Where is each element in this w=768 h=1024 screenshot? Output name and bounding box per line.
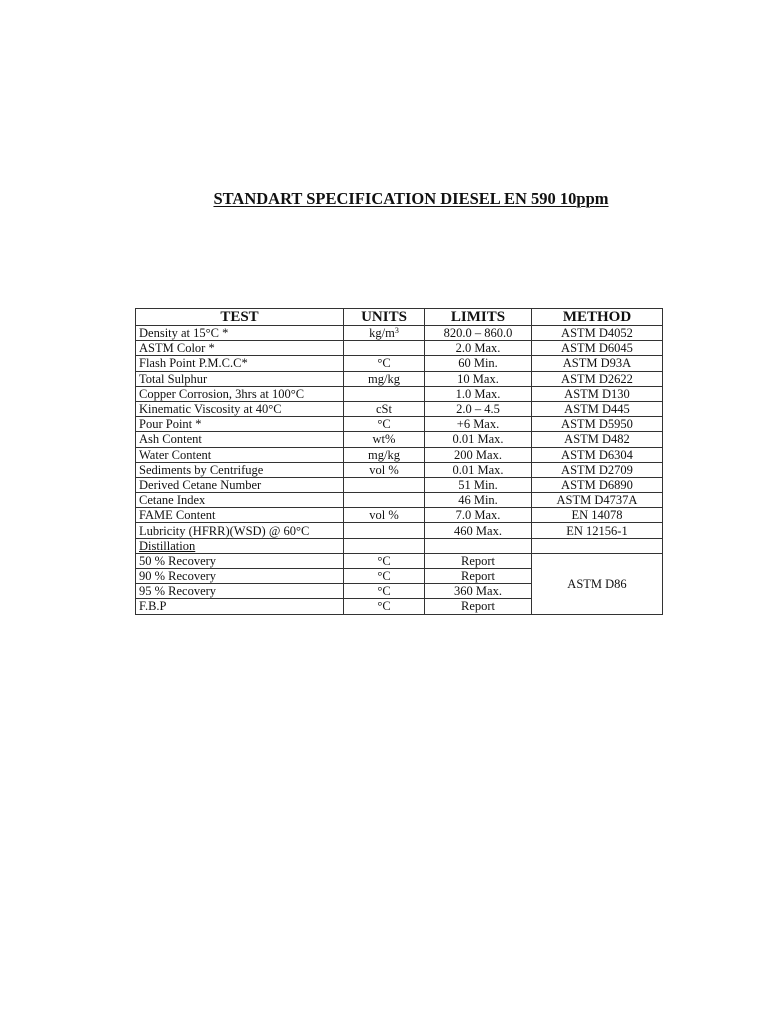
test-cell: Sediments by Centrifuge <box>136 462 344 477</box>
table-row <box>136 417 663 432</box>
table-row <box>136 508 663 523</box>
limits-cell: 360 Max. <box>425 584 532 599</box>
units-base: kg/m <box>369 326 395 341</box>
test-cell: 95 % Recovery <box>136 584 344 599</box>
test-cell: Flash Point P.M.C.C* <box>136 356 344 371</box>
test-cell: Lubricity (HFRR)(WSD) @ 60°C <box>136 523 344 538</box>
limits-cell: 1.0 Max. <box>425 386 532 401</box>
limits-cell <box>425 538 532 553</box>
limits-cell: Report <box>425 599 532 614</box>
table-row <box>136 371 663 386</box>
units-cell <box>344 477 425 492</box>
table-row <box>136 553 663 568</box>
test-cell: F.B.P <box>136 599 344 614</box>
method-cell: ASTM D2622 <box>532 371 663 386</box>
method-cell: EN 12156-1 <box>532 523 663 538</box>
limits-cell: Report <box>425 553 532 568</box>
method-cell: ASTM D2709 <box>532 462 663 477</box>
table-row <box>136 447 663 462</box>
specification-table <box>135 308 663 615</box>
units-cell <box>344 386 425 401</box>
units-cell <box>344 341 425 356</box>
table-row <box>136 326 663 341</box>
limits-cell: 200 Max. <box>425 447 532 462</box>
method-cell: ASTM D6304 <box>532 447 663 462</box>
test-cell: 50 % Recovery <box>136 553 344 568</box>
document-title: STANDART SPECIFICATION DIESEL EN 590 10ppm <box>213 189 609 208</box>
limits-cell: 2.0 – 4.5 <box>425 401 532 416</box>
limits-cell: 7.0 Max. <box>425 508 532 523</box>
limits-cell: 51 Min. <box>425 477 532 492</box>
limits-cell: 46 Min. <box>425 493 532 508</box>
limits-cell: 0.01 Max. <box>425 432 532 447</box>
header-test: TEST <box>136 309 344 326</box>
method-cell: ASTM D5950 <box>532 417 663 432</box>
units-cell <box>344 538 425 553</box>
test-cell: Total Sulphur <box>136 371 344 386</box>
test-cell: Copper Corrosion, 3hrs at 100°C <box>136 386 344 401</box>
test-cell: ASTM Color * <box>136 341 344 356</box>
units-cell: °C <box>344 569 425 584</box>
units-cell <box>344 326 425 341</box>
limits-cell: 2.0 Max. <box>425 341 532 356</box>
units-cell: °C <box>344 584 425 599</box>
limits-cell: Report <box>425 569 532 584</box>
units-cell: wt% <box>344 432 425 447</box>
limits-cell: 10 Max. <box>425 371 532 386</box>
limits-cell: 820.0 – 860.0 <box>425 326 532 341</box>
limits-cell: 460 Max. <box>425 523 532 538</box>
limits-cell: 0.01 Max. <box>425 462 532 477</box>
units-cell <box>344 523 425 538</box>
header-row <box>136 309 663 326</box>
units-cell: °C <box>344 417 425 432</box>
test-cell: Ash Content <box>136 432 344 447</box>
units-cell <box>344 493 425 508</box>
header-method: METHOD <box>532 309 663 326</box>
units-cell: °C <box>344 553 425 568</box>
test-cell: Derived Cetane Number <box>136 477 344 492</box>
units-cell: °C <box>344 599 425 614</box>
table-row <box>136 356 663 371</box>
units-cell: vol % <box>344 462 425 477</box>
test-cell: Water Content <box>136 447 344 462</box>
method-cell: ASTM D6890 <box>532 477 663 492</box>
units-superscript: 3 <box>394 326 399 336</box>
distillation-label: Distillation <box>136 538 344 553</box>
test-cell: Cetane Index <box>136 493 344 508</box>
table-row <box>136 493 663 508</box>
table-row <box>136 401 663 416</box>
method-cell: ASTM D4737A <box>532 493 663 508</box>
units-cell: cSt <box>344 401 425 416</box>
method-cell: ASTM D482 <box>532 432 663 447</box>
test-cell: FAME Content <box>136 508 344 523</box>
units-cell: °C <box>344 356 425 371</box>
method-cell: ASTM D445 <box>532 401 663 416</box>
distillation-method-cell: ASTM D86 <box>532 553 663 614</box>
method-cell: ASTM D130 <box>532 386 663 401</box>
units-cell: mg/kg <box>344 447 425 462</box>
method-cell: EN 14078 <box>532 508 663 523</box>
table-row <box>136 462 663 477</box>
limits-cell: +6 Max. <box>425 417 532 432</box>
test-cell: Density at 15°C * <box>136 326 344 341</box>
method-cell: ASTM D4052 <box>532 326 663 341</box>
table-row <box>136 341 663 356</box>
method-cell: ASTM D6045 <box>532 341 663 356</box>
limits-cell: 60 Min. <box>425 356 532 371</box>
method-cell <box>532 538 663 553</box>
table-row <box>136 432 663 447</box>
header-limits: LIMITS <box>425 309 532 326</box>
test-cell: 90 % Recovery <box>136 569 344 584</box>
distillation-header-row <box>136 538 663 553</box>
test-cell: Pour Point * <box>136 417 344 432</box>
units-cell: vol % <box>344 508 425 523</box>
test-cell: Kinematic Viscosity at 40°C <box>136 401 344 416</box>
table-row <box>136 523 663 538</box>
method-cell: ASTM D93A <box>532 356 663 371</box>
units-cell: mg/kg <box>344 371 425 386</box>
table-row <box>136 386 663 401</box>
table-row <box>136 477 663 492</box>
header-units: UNITS <box>344 309 425 326</box>
